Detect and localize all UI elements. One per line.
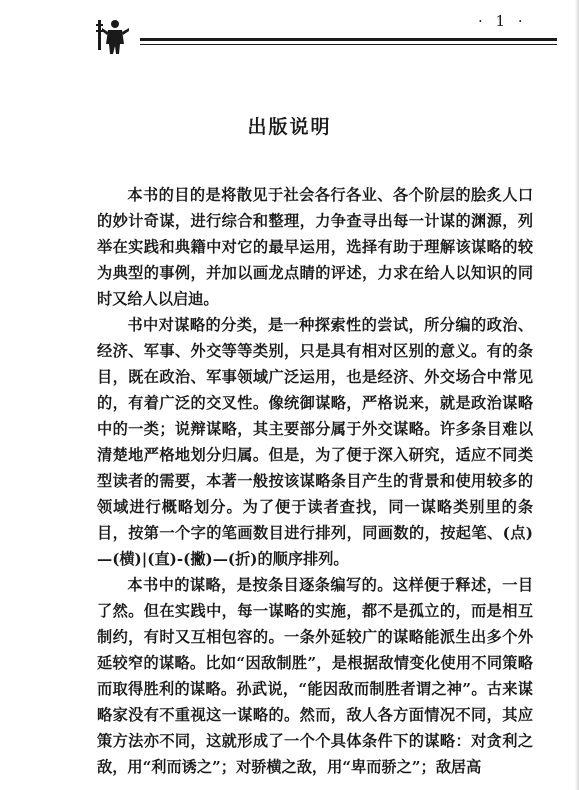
paragraph: 书中对谋略的分类，是一种探索性的尝试，所分编的政治、经济、军事、外交等等类别，只是具有相对区别的意义。有的条目，既在政治、军事领域广泛运用，也是经济、外交场合中常见的，有着广泛的交叉性。像统御谋略，严格说来，就是政治谋略中的一类；说辩谋略，其主要部分属于外交谋略。许多条目难以清楚地严格地划分归属。但是，为了便于深入研究，适应不同类型读者的需要，本著一般按该谋略条目产生的背景和使用较多的领域进行概略划分。为了便于读者查找，同一谋略类别里的条目，按第一个字的笔画数目进行排列，同画数的，按起笔、(点)—(横)|(直)-(撇)—(折)的顺序排列。 — [97, 316, 533, 568]
page-header — [96, 8, 559, 58]
header-rule-thin — [140, 44, 557, 45]
page-number: · 1 · — [478, 12, 527, 30]
figure-emblem-icon — [96, 16, 130, 56]
paragraph: 本书的目的是将散见于社会各行各业、各个阶层的脍炙人口的妙计奇谋，进行综合和整理，力争查寻出每一计谋的渊源，列举在实践和典籍中对它的最早运用，选择有助于理解该谋略的较为典型的事例，并加以画龙点睛的评述，力求在给人以知识的同时又给人以启迪。 — [97, 186, 533, 308]
page-edge-shadow — [575, 0, 579, 790]
header-rule-thick — [140, 38, 557, 41]
body-text — [97, 182, 533, 780]
page-title: 出版说明 — [247, 116, 332, 138]
paragraph: 本书中的谋略，是按条目逐条编写的。这样便于释述，一目了然。但在实践中，每一谋略的实施，都不是孤立的，而是相互制约，有时又互相包容的。一条外延较广的谋略能派生出多个外延较窄的谋略。比如“因敌制胜”，是根据敌情变化使用不同策略而取得胜利的谋略。孙武说，“能因敌而制胜者谓之神”。古来谋略家没有不重视这一谋略的。然而，敌人各方面情况不同，其应策方法亦不同，这就形成了一个个具体条件下的谋略：对贪利之敌，用“利而诱之”；对骄横之敌，用“卑而骄之”；敌居高 — [97, 576, 533, 776]
